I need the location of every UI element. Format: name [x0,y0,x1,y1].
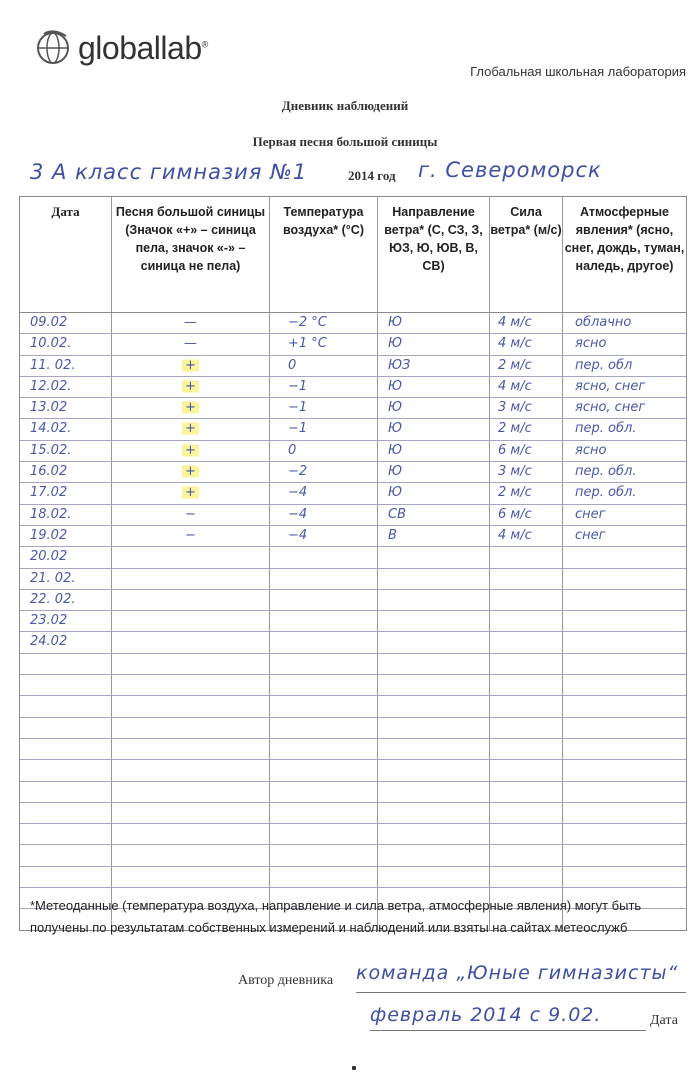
date-label: Дата [650,1013,678,1028]
date-cell [20,675,112,695]
date-cell [20,803,112,823]
table-row [20,611,686,632]
temperature-cell [270,632,378,652]
date-cell [20,867,112,887]
wind-speed-cell [490,824,563,844]
wind-direction-cell [378,569,490,589]
date-cell: 19.02 [20,526,112,546]
wind-speed-cell [490,632,563,652]
wind-speed-cell: 3 м/с [490,398,563,418]
temperature-cell [270,675,378,695]
temperature-cell: −4 [270,526,378,546]
song-mark-highlight: + [182,485,199,500]
author-label: Автор дневника [238,973,334,988]
weather-cell [563,824,686,844]
weather-cell [563,696,686,716]
wind-direction-cell [378,590,490,610]
wind-speed-cell [490,654,563,674]
year-label: 2014 год [348,168,396,183]
table-row [20,696,686,717]
song-cell [112,782,270,802]
globallab-logo [30,28,208,68]
song-cell [112,356,270,376]
song-cell [112,867,270,887]
wind-direction-cell: Ю [378,313,490,333]
wind-speed-cell [490,739,563,759]
table-row [20,398,686,419]
wind-direction-cell [378,696,490,716]
date-cell: 13.02 [20,398,112,418]
date-cell: 24.02 [20,632,112,652]
date-value: февраль 2014 с 9.02. [370,1004,646,1031]
column-header-wind-direction: Направление ветра* (С, СЗ, З, ЮЗ, Ю, ЮВ, В, СВ) [378,197,490,312]
table-row [20,313,686,334]
table-row [20,441,686,462]
table-row [20,569,686,590]
table-row [20,654,686,675]
table-row [20,505,686,526]
temperature-cell [270,867,378,887]
temperature-cell: +1 °С [270,334,378,354]
table-row [20,845,686,866]
wind-speed-cell [490,547,563,567]
song-mark-highlight: + [182,464,199,479]
wind-speed-cell [490,675,563,695]
date-cell: 15.02. [20,441,112,461]
wind-speed-cell: 4 м/с [490,313,563,333]
table-header-row [20,197,686,313]
wind-direction-cell: Ю [378,334,490,354]
column-header-temperature: Температура воздуха* (°С) [270,197,378,312]
song-cell [112,632,270,652]
date-cell [20,845,112,865]
wind-speed-cell: 4 м/с [490,526,563,546]
wind-direction-cell: В [378,526,490,546]
wind-speed-cell: 4 м/с [490,377,563,397]
song-mark-highlight: + [182,421,199,436]
wind-direction-cell [378,760,490,780]
class-name: 3 А класс гимназия №1 [30,160,308,184]
temperature-cell [270,824,378,844]
weather-cell [563,782,686,802]
wind-speed-cell: 6 м/с [490,505,563,525]
wind-speed-cell [490,696,563,716]
wind-direction-cell: ЮЗ [378,356,490,376]
temperature-cell [270,569,378,589]
song-cell: − [112,505,270,525]
table-row [20,483,686,504]
date-cell [20,760,112,780]
weather-cell [563,547,686,567]
temperature-cell: −4 [270,483,378,503]
table-row [20,675,686,696]
wind-direction-cell: Ю [378,398,490,418]
observation-table [19,196,687,931]
song-cell [112,569,270,589]
footnote: *Метеоданные (температура воздуха, направление и сила ветра, атмосферные явления) могут быть получены по результатам собственных измерений и наблюдений или взяты на сайтах метеослужб [30,898,642,935]
date-cell: 09.02 [20,313,112,333]
weather-cell: ясно [575,442,607,458]
table-row [20,760,686,781]
date-cell: 17.02 [20,483,112,503]
weather-cell: пер. обл. [575,485,637,501]
wind-speed-cell: 4 м/с [490,334,563,354]
wind-direction-cell [378,547,490,567]
wind-direction-cell [378,718,490,738]
song-cell [112,845,270,865]
wind-direction-cell [378,675,490,695]
weather-cell [563,803,686,823]
wind-direction-cell: Ю [378,377,490,397]
wind-speed-cell: 6 м/с [490,441,563,461]
temperature-cell [270,718,378,738]
song-mark-highlight: + [182,443,199,458]
date-cell: 23.02 [20,611,112,631]
song-cell [112,739,270,759]
table-row [20,803,686,824]
weather-cell [563,654,686,674]
song-cell [112,419,270,439]
table-row [20,867,686,888]
wind-speed-cell [490,611,563,631]
song-cell [112,611,270,631]
wind-direction-cell [378,867,490,887]
date-cell [20,782,112,802]
temperature-cell [270,845,378,865]
temperature-cell: 0 [270,356,378,376]
temperature-cell: −4 [270,505,378,525]
song-cell [112,760,270,780]
weather-cell [563,867,686,887]
song-cell: − [112,526,270,546]
weather-cell [563,739,686,759]
weather-cell [563,590,686,610]
weather-cell: снег [575,527,606,543]
song-cell: — [112,313,270,333]
wind-direction-cell [378,632,490,652]
song-cell [112,718,270,738]
table-row [20,462,686,483]
song-cell [112,483,270,503]
date-cell [20,654,112,674]
weather-cell [563,611,686,631]
wind-speed-cell: 2 м/с [490,356,563,376]
diary-title: Дневник наблюдений [281,98,409,113]
song-cell [112,824,270,844]
song-mark-highlight: + [182,358,199,373]
wind-direction-cell [378,824,490,844]
temperature-cell [270,654,378,674]
temperature-cell: −2 [270,462,378,482]
wind-speed-cell: 3 м/с [490,462,563,482]
wind-speed-cell [490,845,563,865]
wind-speed-cell: 2 м/с [490,419,563,439]
table-row [20,419,686,440]
wind-speed-cell [490,718,563,738]
wind-speed-cell: 2 м/с [490,483,563,503]
temperature-cell [270,803,378,823]
table-row [20,377,686,398]
weather-cell [563,845,686,865]
column-header-date: Дата [20,197,112,312]
temperature-cell [270,696,378,716]
author-value: команда „Юные гимназисты“ [356,962,686,993]
song-cell [112,590,270,610]
column-header-song: Песня большой синицы (Значок «+» – синица пела, значок «-» – синица не пела) [112,197,270,312]
table-row [20,739,686,760]
temperature-cell: −1 [270,377,378,397]
class-line [18,156,690,186]
date-cell: 18.02. [20,505,112,525]
temperature-cell [270,611,378,631]
city-name: г. Североморск [418,158,602,182]
song-cell [112,398,270,418]
song-cell [112,675,270,695]
date-cell: 16.02 [20,462,112,482]
temperature-cell [270,739,378,759]
table-row [20,824,686,845]
wind-speed-cell [490,867,563,887]
table-row [20,334,686,355]
wind-direction-cell: Ю [378,462,490,482]
table-row [20,356,686,377]
wind-direction-cell [378,611,490,631]
wind-speed-cell [490,590,563,610]
date-cell [20,824,112,844]
temperature-cell [270,590,378,610]
stray-mark [352,1066,356,1070]
wind-direction-cell [378,782,490,802]
column-header-wind-speed: Сила ветра* (м/с) [490,197,563,312]
temperature-cell: −1 [270,419,378,439]
wind-direction-cell [378,654,490,674]
table-row [20,547,686,568]
temperature-cell: −2 °С [270,313,378,333]
wind-direction-cell [378,803,490,823]
weather-cell: облачно [575,315,632,330]
song-cell: — [112,334,270,354]
weather-cell: пер. обл [575,357,633,373]
weather-cell [563,718,686,738]
weather-cell: ясно [575,336,607,352]
table-row [20,632,686,653]
song-cell [112,377,270,397]
weather-cell: ясно, снег [575,400,646,416]
globe-logo-icon [30,28,76,68]
song-cell [112,654,270,674]
date-cell [20,739,112,759]
song-mark-highlight: + [182,400,199,415]
wind-speed-cell [490,803,563,823]
wind-speed-cell [490,760,563,780]
wind-speed-cell [490,782,563,802]
wind-direction-cell [378,845,490,865]
weather-cell [563,675,686,695]
date-cell: 11. 02. [20,356,112,376]
weather-cell [563,632,686,652]
date-cell: 10.02. [20,334,112,354]
table-row [20,590,686,611]
date-cell: 12.02. [20,377,112,397]
date-cell: 14.02. [20,419,112,439]
table-row [20,526,686,547]
temperature-cell [270,760,378,780]
temperature-cell: −1 [270,398,378,418]
wind-direction-cell: Ю [378,441,490,461]
date-cell [20,718,112,738]
wind-direction-cell: СВ [378,505,490,525]
wind-direction-cell [378,739,490,759]
song-cell [112,696,270,716]
weather-cell: пер. обл. [575,421,637,437]
diary-subtitle: Первая песня большой синицы [252,134,438,149]
column-header-weather: Атмосферные явления* (ясно, снег, дождь, туман, наледь, другое) [564,205,685,273]
song-cell [112,547,270,567]
date-cell: 22. 02. [20,590,112,610]
song-cell [112,441,270,461]
weather-cell: пер. обл. [575,464,637,480]
weather-cell [563,569,686,589]
song-cell [112,803,270,823]
wind-direction-cell: Ю [378,419,490,439]
wind-speed-cell [490,569,563,589]
temperature-cell [270,782,378,802]
date-cell [20,696,112,716]
table-row [20,782,686,803]
date-cell: 21. 02. [20,569,112,589]
weather-cell: ясно, снег [575,378,646,394]
weather-cell [563,760,686,780]
logo-wordmark: globallab® [78,29,208,66]
wind-direction-cell: Ю [378,483,490,503]
table-row [20,718,686,739]
date-cell: 20.02 [20,547,112,567]
temperature-cell: 0 [270,441,378,461]
temperature-cell [270,547,378,567]
organization-name: Глобальная школьная лаборатория [470,64,686,79]
weather-cell: снег [575,506,606,522]
song-mark-highlight: + [182,379,199,394]
song-cell [112,462,270,482]
